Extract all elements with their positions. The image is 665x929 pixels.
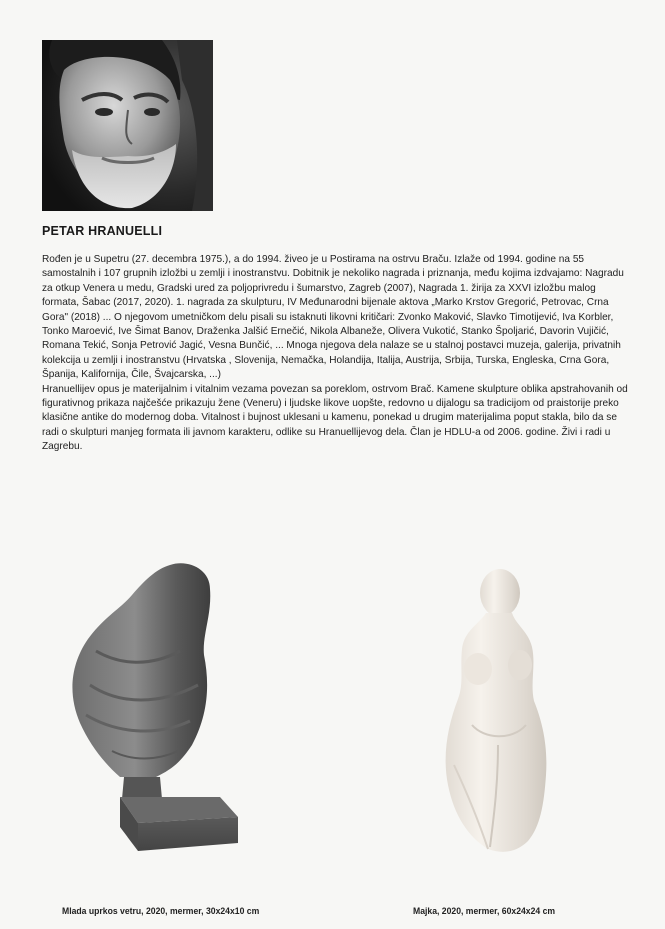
artist-portrait-photo xyxy=(42,40,213,211)
caption-mlada-uprkos-vetru: Mlada uprkos vetru, 2020, mermer, 30x24x10 cm xyxy=(62,906,260,917)
artist-biography xyxy=(42,253,632,455)
caption-majka: Majka, 2020, mermer, 60x24x24 cm xyxy=(413,906,556,917)
artist-name: PETAR HRANUELLI xyxy=(42,224,163,238)
sculpture-image-majka xyxy=(428,565,560,860)
sculpture-image-mlada-uprkos-vetru xyxy=(60,555,245,855)
bio-paragraph-1: Rođen je u Supetru (27. decembra 1975.), a do 1994. živeo je u Postirama na ostrvu Braču. Izlaže od 1994. godine na 55 samostalnih i 107 grupnih izložbi u zemlji i inostranstvu. Dobitnik je nekoliko nagrada i priznanja, među kojima izdvajamo: Nagradu za otkup Venera u medu, Gradski ured za poljoprivredu i šumarstvo, Zagreb (2007), Nagrada 1. žirija za XXVI izložbu malog formata, Šabac (2017, 2020). 1. nagrada za skulpturu, IV Međunarodni bijenale aktova „Marko Krstov Gregorić, Petrovac, Crna Gora" (2018) ... O njegovom umetničkom delu pisali su istaknuti likovni kritičari: Zvonko Maković, Slavko Timotijević, Iva Korbler, Tonko Maroević, Ive Šimat Banov, Draženka Jalšić Ernečić, Nikola Albaneže, Olivera Vukotić, Stanko Špoljarić, Davorin Vujičić, Romana Tekić, Sonja Petrović Jagić, Vesna Bunčić, ... Mnoga njegova dela nalaze se u stalnoj postavci muzeja, galerija, privatnih kolekcija u zemlji i inostranstvu (Hrvatska , Slovenija, Nemačka, Holandija, Italija, Austrija, Srbija, Turska, Engleska, Crna Gora, Španija, Kalifornija, Čile, Švajcarska, ...) xyxy=(42,254,624,381)
bio-paragraph-2: Hranuellijev opus je materijalnim i vitalnim vezama povezan sa poreklom, ostrvom Brač. Kamene skulpture oblika apstrahovanih od figurativnog prikaza najčešće prikazuju žene (Veneru) i ljudske likove uopšte, redovno u dijalogu sa tradicijom od praistorije preko klasične antike do modernog doba. Vitalnost i bujnost uklesani u kamenu, ponekad u drugim materijalima poput stakla, bilo da se radi o skulpturi manjeg formata ili javnom karakteru, odlike su Hranuellijevog dela. Član je HDLU-a od 2006. godine. Živi i radi u Zagrebu. xyxy=(42,383,628,453)
